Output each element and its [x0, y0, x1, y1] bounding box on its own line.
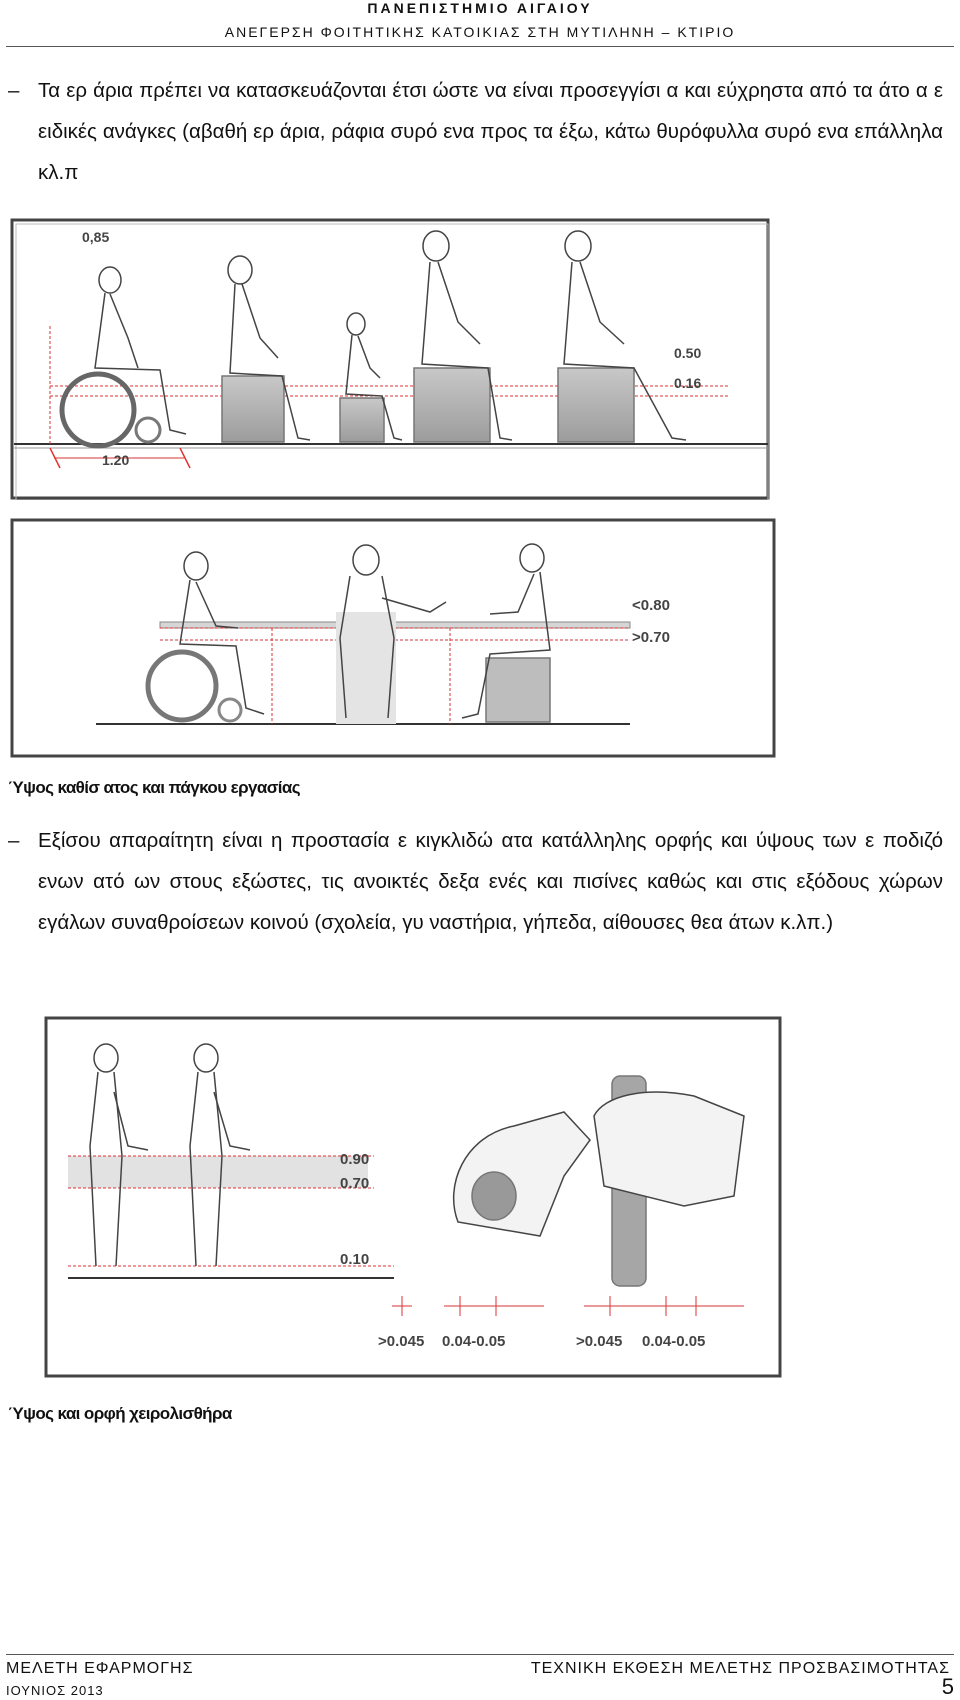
handrail-figure [44, 1016, 782, 1378]
label-016: 0.16 [674, 375, 702, 391]
seating-heights-figure [10, 218, 770, 500]
label-gt-070: >0.70 [632, 629, 670, 646]
bullet-dash: – [8, 79, 20, 102]
label-010: 0.10 [340, 1251, 370, 1268]
page-number: 5 [941, 1674, 954, 1699]
project-subtitle: ΑΝΕΓΕΡΣΗ ΦΟΙΤΗΤΙΚΗΣ ΚΑΤΟΙΚΙΑΣ ΣΤΗ ΜΥΤΙΛΗΝΗ – ΚΤΙΡΙΟ [224, 24, 736, 40]
label-050: 0.50 [674, 345, 702, 361]
university-title: ΠΑΝΕΠΙΣΤΗΜΙΟ ΑΙΓΑΙΟΥ [367, 0, 593, 16]
footer-divider [6, 1654, 954, 1655]
label-120: 1.20 [102, 452, 130, 468]
label-070: 0.70 [340, 1175, 370, 1192]
bullet-text: Εξίσου απαραίτητη είναι η προστασία ε κιγκλιδώ ατα κατάλληλης ορφής και ύψους των ε ποδιζό ενων ατό ων στους εξώστες, τις ανοικτές δεξα ενές και πισίνες καθώς και στις εξόδους χώρων εγάλων συναθροίσεων κοινού (σχολεία, γυ ναστήρια, γήπεδα, αίθουσες θεα άτων κ.λπ.) [38, 829, 943, 934]
footer-study-label: ΜΕΛΕΤΗ ΕΦΑΡΜΟΓΗΣ [6, 1660, 194, 1677]
caption-seat-counter-height: Ύψος καθίσ ατος και πάγκου εργασίας [8, 778, 300, 797]
bullet-paragraph-2 [8, 820, 943, 943]
label-dia-2: 0.04-0.05 [642, 1333, 706, 1350]
label-085: 0,85 [82, 229, 110, 245]
header-divider [6, 46, 954, 47]
bullet-paragraph-1 [8, 70, 943, 193]
bullet-text: Τα ερ άρια πρέπει να κατασκευάζονται έτσι ώστε να είναι προσεγγίσι α και εύχρηστα από τα άτο α ε ειδικές ανάγκες (αβαθή ερ άρια, ράφια συρό ενα προς τα έξω, κάτω θυρόφυλλα συρό ενα επάλληλα κλ.π [38, 79, 943, 184]
bullet-dash: – [8, 829, 20, 852]
caption-handrail-shape: Ύψος και ορφή χειρολισθήρα [8, 1404, 232, 1423]
footer-date: ΙΟΥΝΙΟΣ 2013 [6, 1683, 104, 1698]
label-lt-080: <0.80 [632, 597, 670, 614]
label-gap-2: >0.045 [576, 1333, 623, 1350]
footer-report-title: ΤΕΧΝΙΚΗ ΕΚΘΕΣΗ ΜΕΛΕΤΗΣ ΠΡΟΣΒΑΣΙΜΟΤΗΤΑΣ [530, 1660, 950, 1677]
label-dia-1: 0.04-0.05 [442, 1333, 506, 1350]
work-counter-figure [10, 518, 776, 758]
label-090: 0.90 [340, 1151, 370, 1168]
label-gap-1: >0.045 [378, 1333, 425, 1350]
